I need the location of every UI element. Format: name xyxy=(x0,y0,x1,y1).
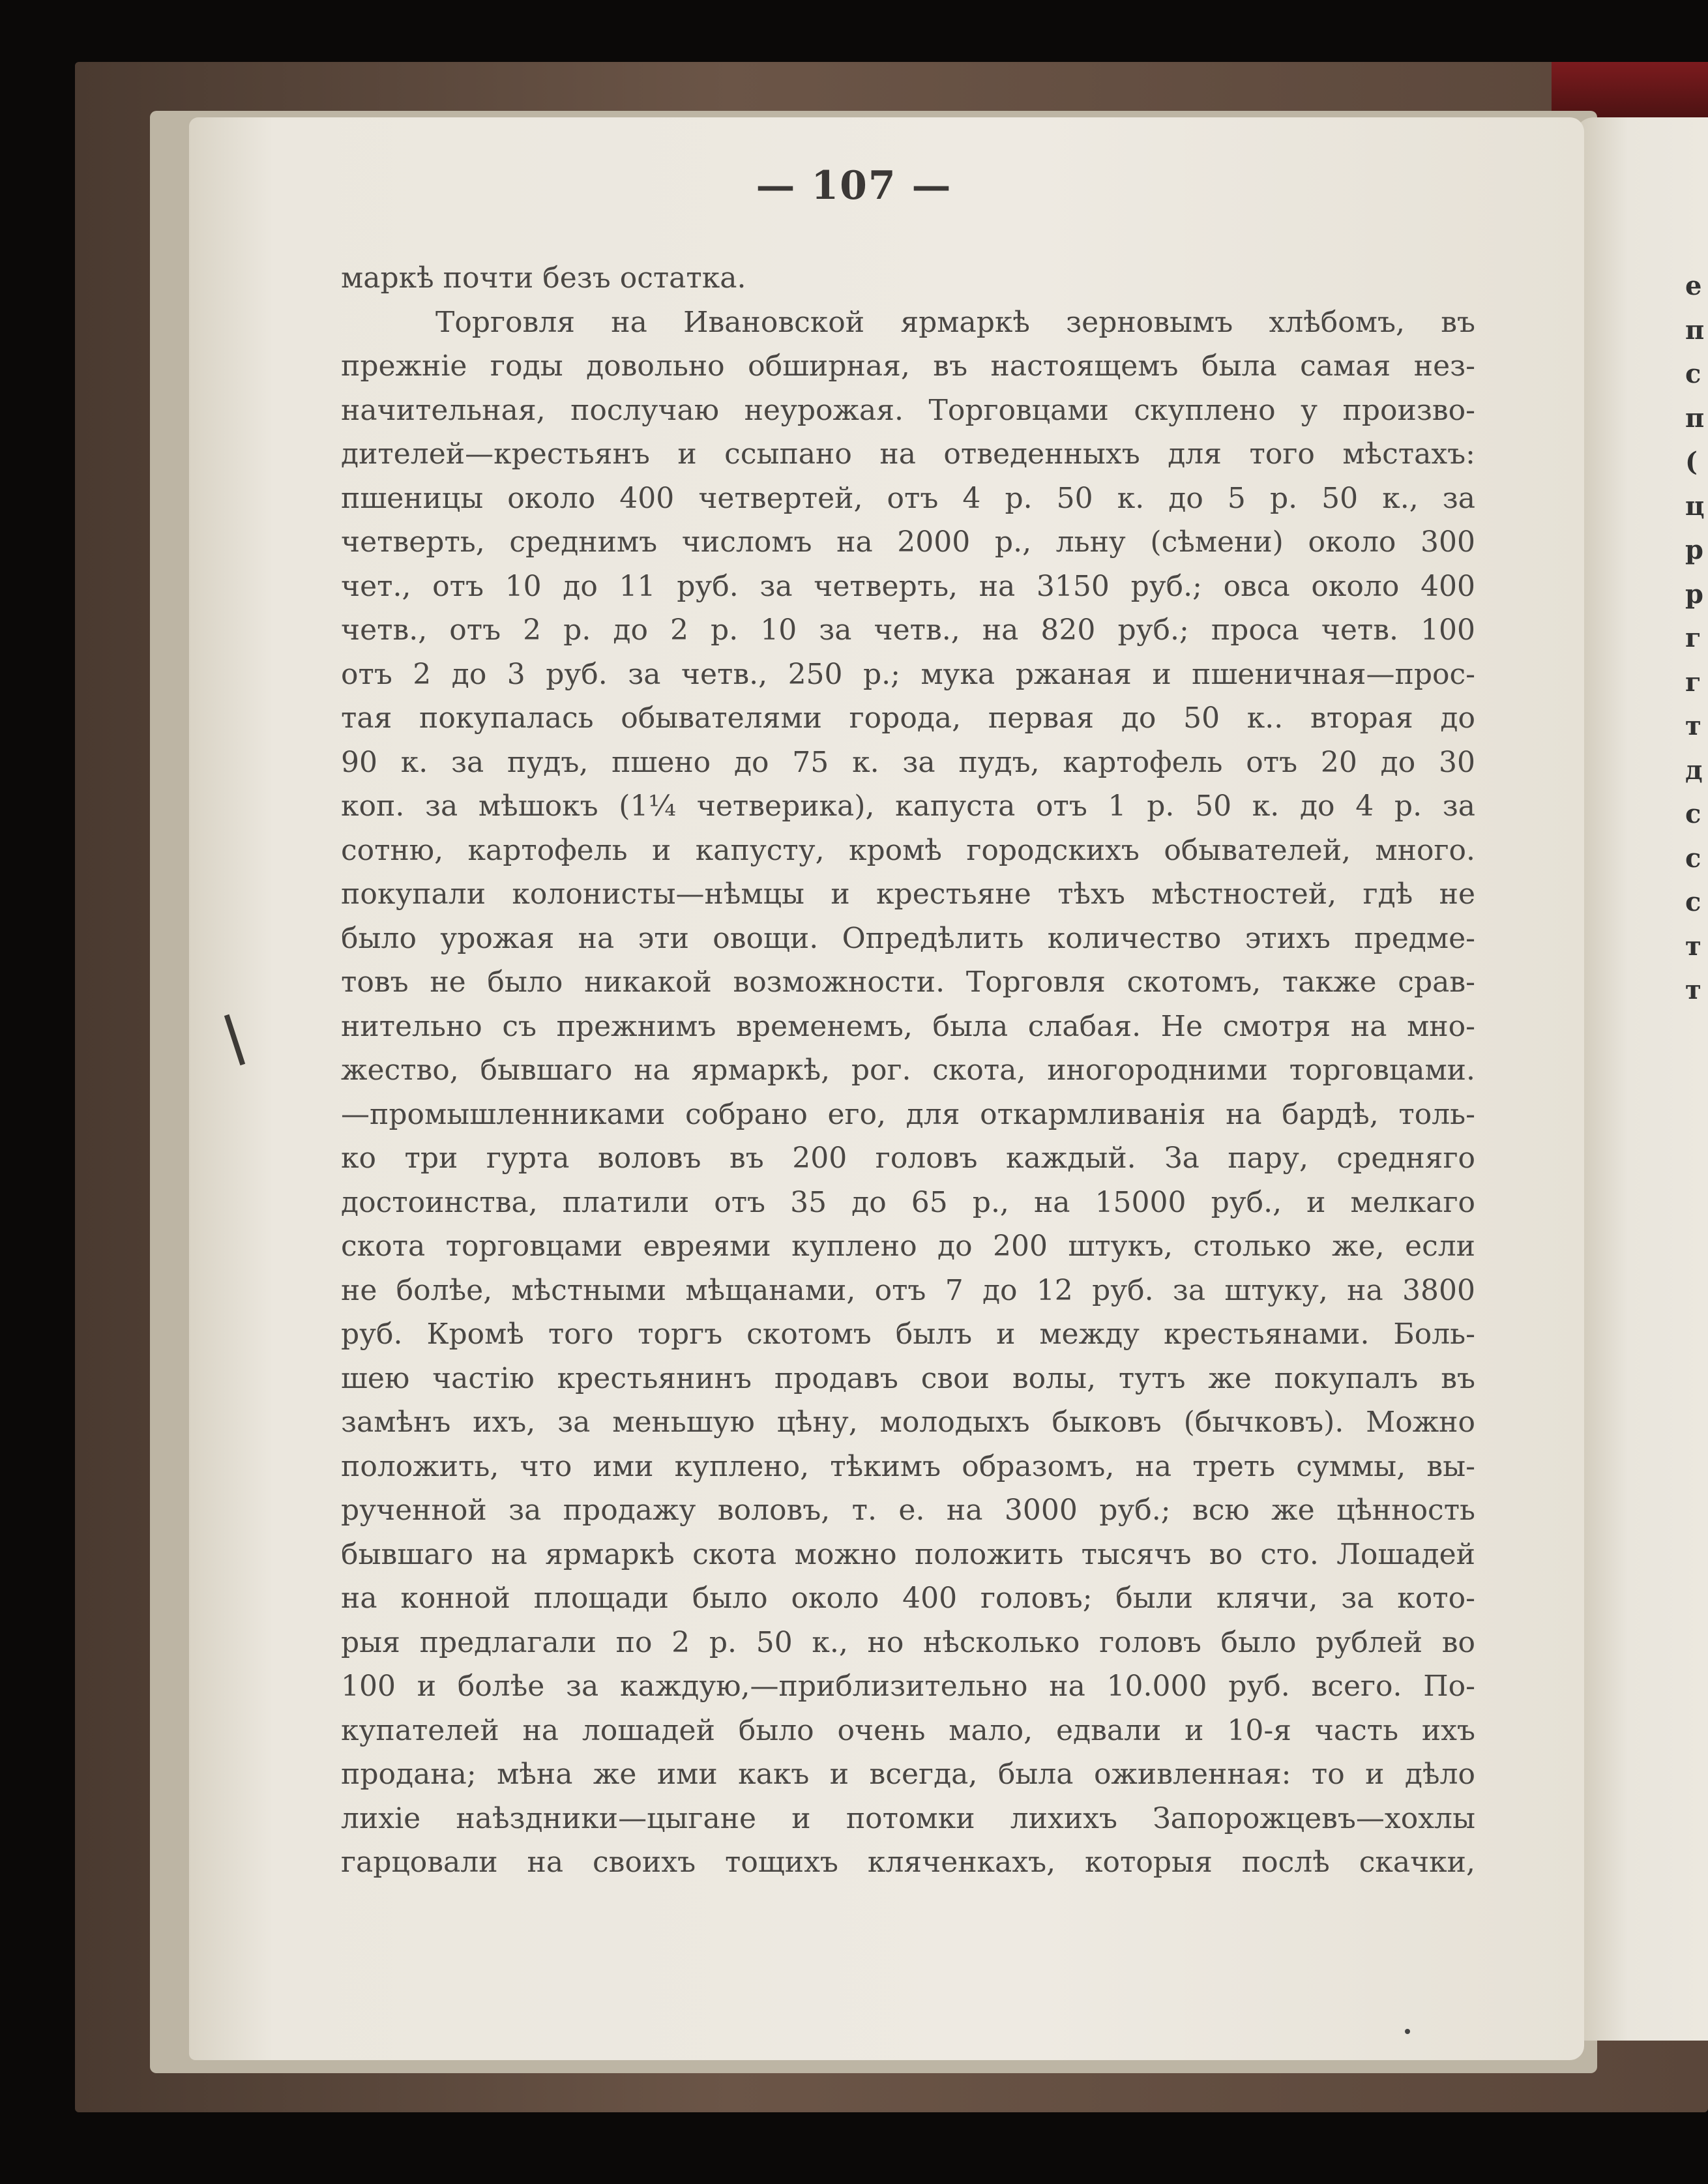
text-line: было урожая на эти овощи. Опредѣлить количество этихъ предме- xyxy=(341,921,1475,955)
facing-page-letters xyxy=(1685,264,1708,1012)
text-line: сотню, картофель и капусту, кромѣ городскихъ обывателей, много. xyxy=(341,833,1475,867)
facing-letter: ц xyxy=(1685,490,1705,522)
text-line: пшеницы около 400 четвертей, отъ 4 р. 50 к. до 5 р. 50 к., за xyxy=(341,481,1475,515)
page-body-text xyxy=(341,256,1475,1885)
text-line: маркѣ почти безъ остатка. xyxy=(341,261,746,295)
text-line: достоинства, платили отъ 35 до 65 р., на 15000 руб., и мелкаго xyxy=(341,1185,1475,1219)
text-line: продана; мѣна же ими какъ и всегда, была оживленная: то и дѣло xyxy=(341,1758,1475,1791)
page-number: — 107 — xyxy=(756,163,952,209)
facing-letter: р xyxy=(1685,578,1703,610)
facing-letter: с xyxy=(1685,799,1701,829)
text-line: четверть, среднимъ числомъ на 2000 р., льну (сѣмени) около 300 xyxy=(341,525,1475,559)
facing-letter: п xyxy=(1685,402,1705,434)
facing-letter: е xyxy=(1685,271,1702,301)
text-line: купателей на лошадей было очень мало, едвали и 10-я часть ихъ xyxy=(341,1713,1475,1747)
text-line: жество, бывшаго на ярмаркѣ, рог. скота, иногородними торговцами. xyxy=(341,1054,1475,1087)
text-line: прежніе годы довольно обширная, въ настоящемъ была самая нез- xyxy=(341,349,1475,383)
page-speck xyxy=(1405,2029,1410,2034)
text-line: замѣнъ ихъ, за меньшую цѣну, молодыхъ быковъ (бычковъ). Можно xyxy=(341,1406,1475,1439)
text-line: Торговля на Ивановской ярмаркѣ зерновымъ хлѣбомъ, въ xyxy=(435,305,1475,339)
facing-letter: д xyxy=(1685,754,1703,786)
text-line: на конной площади было около 400 головъ; были клячи, за кото- xyxy=(341,1582,1475,1615)
text-line: начительная, послучаю неурожая. Торговцами скуплено у произво- xyxy=(341,393,1475,427)
facing-letter: с xyxy=(1685,359,1701,389)
facing-letter: ( xyxy=(1685,447,1698,477)
text-line: товъ не было никакой возможности. Торговля скотомъ, также срав- xyxy=(341,966,1475,999)
facing-letter: р xyxy=(1685,535,1703,565)
text-line: бывшаго на ярмаркѣ скота можно положить тысячъ во сто. Лошадей xyxy=(341,1537,1475,1571)
text-line: положить, что ими куплено, тѣкимъ образомъ, на треть суммы, вы- xyxy=(341,1449,1475,1483)
text-line: руб. Кромѣ того торгъ скотомъ былъ и между крестьянами. Боль- xyxy=(341,1318,1475,1351)
facing-letter: с xyxy=(1685,887,1701,917)
text-line: 100 и болѣе за каждую,—приблизительно на 10.000 руб. всего. По- xyxy=(341,1670,1475,1703)
text-line: не болѣе, мѣстными мѣщанами, отъ 7 до 12 руб. за штуку, на 3800 xyxy=(341,1273,1475,1307)
text-line: нительно съ прежнимъ временемъ, была слабая. Не смотря на мно- xyxy=(341,1009,1475,1043)
text-line: —промышленниками собрано его, для откармливанія на бардѣ, толь- xyxy=(341,1097,1475,1131)
text-line: тая покупалась обывателями города, первая до 50 к.. вторая до xyxy=(341,701,1475,735)
text-line: скота торговцами евреями куплено до 200 штукъ, столько же, если xyxy=(341,1230,1475,1263)
facing-letter: т xyxy=(1685,711,1701,741)
text-line: рученной за продажу воловъ, т. е. на 3000 руб.; всю же цѣнность xyxy=(341,1494,1475,1527)
text-line: шею частію крестьянинъ продавъ свои волы, тутъ же покупалъ въ xyxy=(341,1361,1475,1395)
text-line: рыя предлагали по 2 р. 50 к., но нѣсколько головъ было рублей во xyxy=(341,1625,1475,1659)
text-line: гарцовали на своихъ тощихъ кляченкахъ, которыя послѣ скачки, xyxy=(341,1846,1475,1879)
text-line: 90 к. за пудъ, пшено до 75 к. за пудъ, картофель отъ 20 до 30 xyxy=(341,745,1475,779)
text-line: дителей—крестьянъ и ссыпано на отведенныхъ для того мѣстахъ: xyxy=(341,437,1475,471)
text-line: четв., отъ 2 р. до 2 р. 10 за четв., на 820 руб.; проса четв. 100 xyxy=(341,613,1475,647)
text-line: отъ 2 до 3 руб. за четв., 250 р.; мука ржаная и пшеничная—прос- xyxy=(341,657,1475,691)
facing-letter: г xyxy=(1685,623,1701,653)
facing-letter: т xyxy=(1685,930,1701,962)
text-line: покупали колонисты—нѣмцы и крестьяне тѣхъ мѣстностей, гдѣ не xyxy=(341,878,1475,911)
text-line: ко три гурта воловъ въ 200 головъ каждый. За пару, средняго xyxy=(341,1142,1475,1175)
facing-letter: п xyxy=(1685,314,1705,346)
text-line: лихіе наѣздники—цыгане и потомки лихихъ Запорожцевъ—хохлы xyxy=(341,1801,1475,1835)
facing-letter: т xyxy=(1685,975,1701,1005)
text-line: коп. за мѣшокъ (1¼ четверика), капуста отъ 1 р. 50 к. до 4 р. за xyxy=(341,789,1475,823)
facing-letter: с xyxy=(1685,842,1701,874)
facing-letter: г xyxy=(1685,666,1701,698)
text-line: чет., отъ 10 до 11 руб. за четверть, на 3150 руб.; овса около 400 xyxy=(341,569,1475,603)
